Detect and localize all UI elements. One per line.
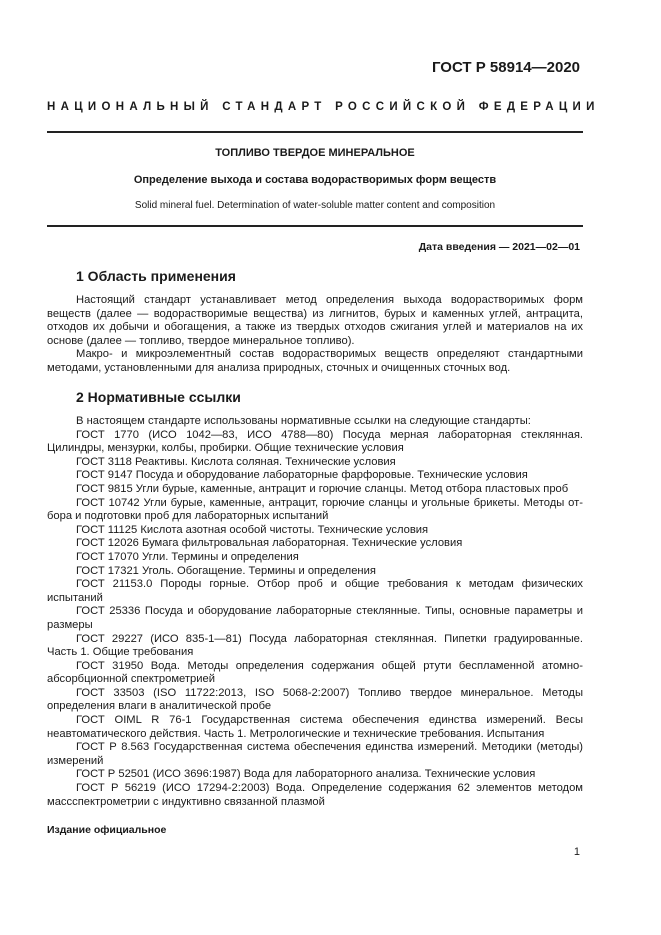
- normative-reference: ГОСТ 21153.0 Породы горные. Отбор проб и общие требования к методам физических испытаний: [47, 578, 583, 604]
- page-number: 1: [573, 846, 580, 858]
- normative-reference: ГОСТ 9815 Угли бурые, каменные, антрацит и горючие сланцы. Метод отбора пластовых проб: [76, 482, 569, 495]
- section-2-body: [47, 415, 583, 809]
- normative-reference: ГОСТ 29227 (ИСО 835-1—81) Посуда лабораторная стеклянная. Пипетки градуированные. Часть 1. Общие требования: [47, 632, 583, 659]
- normative-reference: ГОСТ 9147 Посуда и оборудование лабораторные фарфоровые. Технические условия: [76, 469, 528, 482]
- normative-reference: ГОСТ 17070 Угли. Термины и определения: [76, 550, 299, 563]
- document-title: ТОПЛИВО ТВЕРДОЕ МИНЕРАЛЬНОЕ: [215, 147, 415, 159]
- normative-reference: ГОСТ 3118 Реактивы. Кислота соляная. Технические условия: [76, 455, 396, 468]
- official-edition-label: Издание официальное: [47, 824, 167, 836]
- section-2-heading: 2 Нормативные ссылки: [76, 389, 241, 405]
- paragraph: В настоящем стандарте использованы нормативные ссылки на следующие стандарты:: [76, 415, 531, 427]
- introduction-date: Дата введения — 2021—02—01: [418, 241, 580, 253]
- normative-reference: ГОСТ Р 8.563 Государственная система обеспечения единства измерений. Методики (методы) измерений: [47, 741, 583, 767]
- normative-reference: ГОСТ 11125 Кислота азотная особой чистоты. Технические условия: [76, 523, 429, 536]
- national-standard-heading: НАЦИОНАЛЬНЫЙ СТАНДАРТ РОССИЙСКОЙ ФЕДЕРАЦИИ: [47, 101, 600, 113]
- document-title-english: Solid mineral fuel. Determination of water-soluble matter content and composition: [134, 200, 496, 211]
- normative-reference: ГОСТ 12026 Бумага фильтровальная лабораторная. Технические условия: [76, 537, 463, 550]
- section-1-heading: 1 Область применения: [76, 268, 236, 284]
- bottom-rule: [47, 225, 583, 227]
- section-1-body: [47, 294, 583, 376]
- normative-reference: ГОСТ Р 56219 (ИСО 17294-2:2003) Вода. Определение содержания 62 элементов методом массспектрометрии с индуктивно связанной плазмой: [47, 782, 583, 808]
- normative-reference: ГОСТ 31950 Вода. Методы определения содержания общей ртути беспламенной атомно-абсорбционной спектрометрией: [47, 659, 583, 686]
- normative-reference: ГОСТ 25336 Посуда и оборудование лабораторные стеклянные. Типы, основные параметры и размеры: [47, 605, 583, 631]
- document-subtitle: Определение выхода и состава водорастворимых форм веществ: [133, 174, 497, 186]
- gost-number: ГОСТ Р 58914—2020: [431, 59, 580, 76]
- top-rule: [47, 131, 583, 133]
- normative-reference: ГОСТ 33503 (ISO 11722:2013, ISO 5068-2:2007) Топливо твердое минеральное. Методы определения влаги в аналитической пробе: [47, 686, 583, 713]
- paragraph: Настоящий стандарт устанавливает метод определения выхода водорастворимых форм веществ (далее — водорастворимые вещества) из лигнитов, бурых и каменных углей, антрацита, отходов их добычи и обогащения, а также из твердых отходов сжигания углей и материалов на их основе (далее — топливо, твердое минеральное топливо).: [47, 294, 583, 347]
- normative-reference: ГОСТ 1770 (ИСО 1042—83, ИСО 4788—80) Посуда мерная лабораторная стеклянная. Цилиндры, мензурки, колбы, пробирки. Общие технические условия: [47, 428, 583, 455]
- paragraph: Макро- и микроэлементный состав водорастворимых веществ определяют стандартными методами, установленными для анализа природных, сточных и очищенных сточных вод.: [47, 348, 583, 374]
- normative-reference: ГОСТ 17321 Уголь. Обогащение. Термины и определения: [76, 564, 376, 577]
- normative-reference: ГОСТ Р 52501 (ИСО 3696:1987) Вода для лабораторного анализа. Технические условия: [76, 768, 536, 781]
- normative-reference: ГОСТ OIML R 76-1 Государственная система обеспечения единства измерений. Весы неавтоматического действия. Часть 1. Метрологические и технические требования. Испытания: [47, 714, 583, 740]
- normative-reference: ГОСТ 10742 Угли бурые, каменные, антрацит, горючие сланцы и угольные брикеты. Методы отбора и подготовки проб для лабораторных испытаний: [47, 496, 583, 523]
